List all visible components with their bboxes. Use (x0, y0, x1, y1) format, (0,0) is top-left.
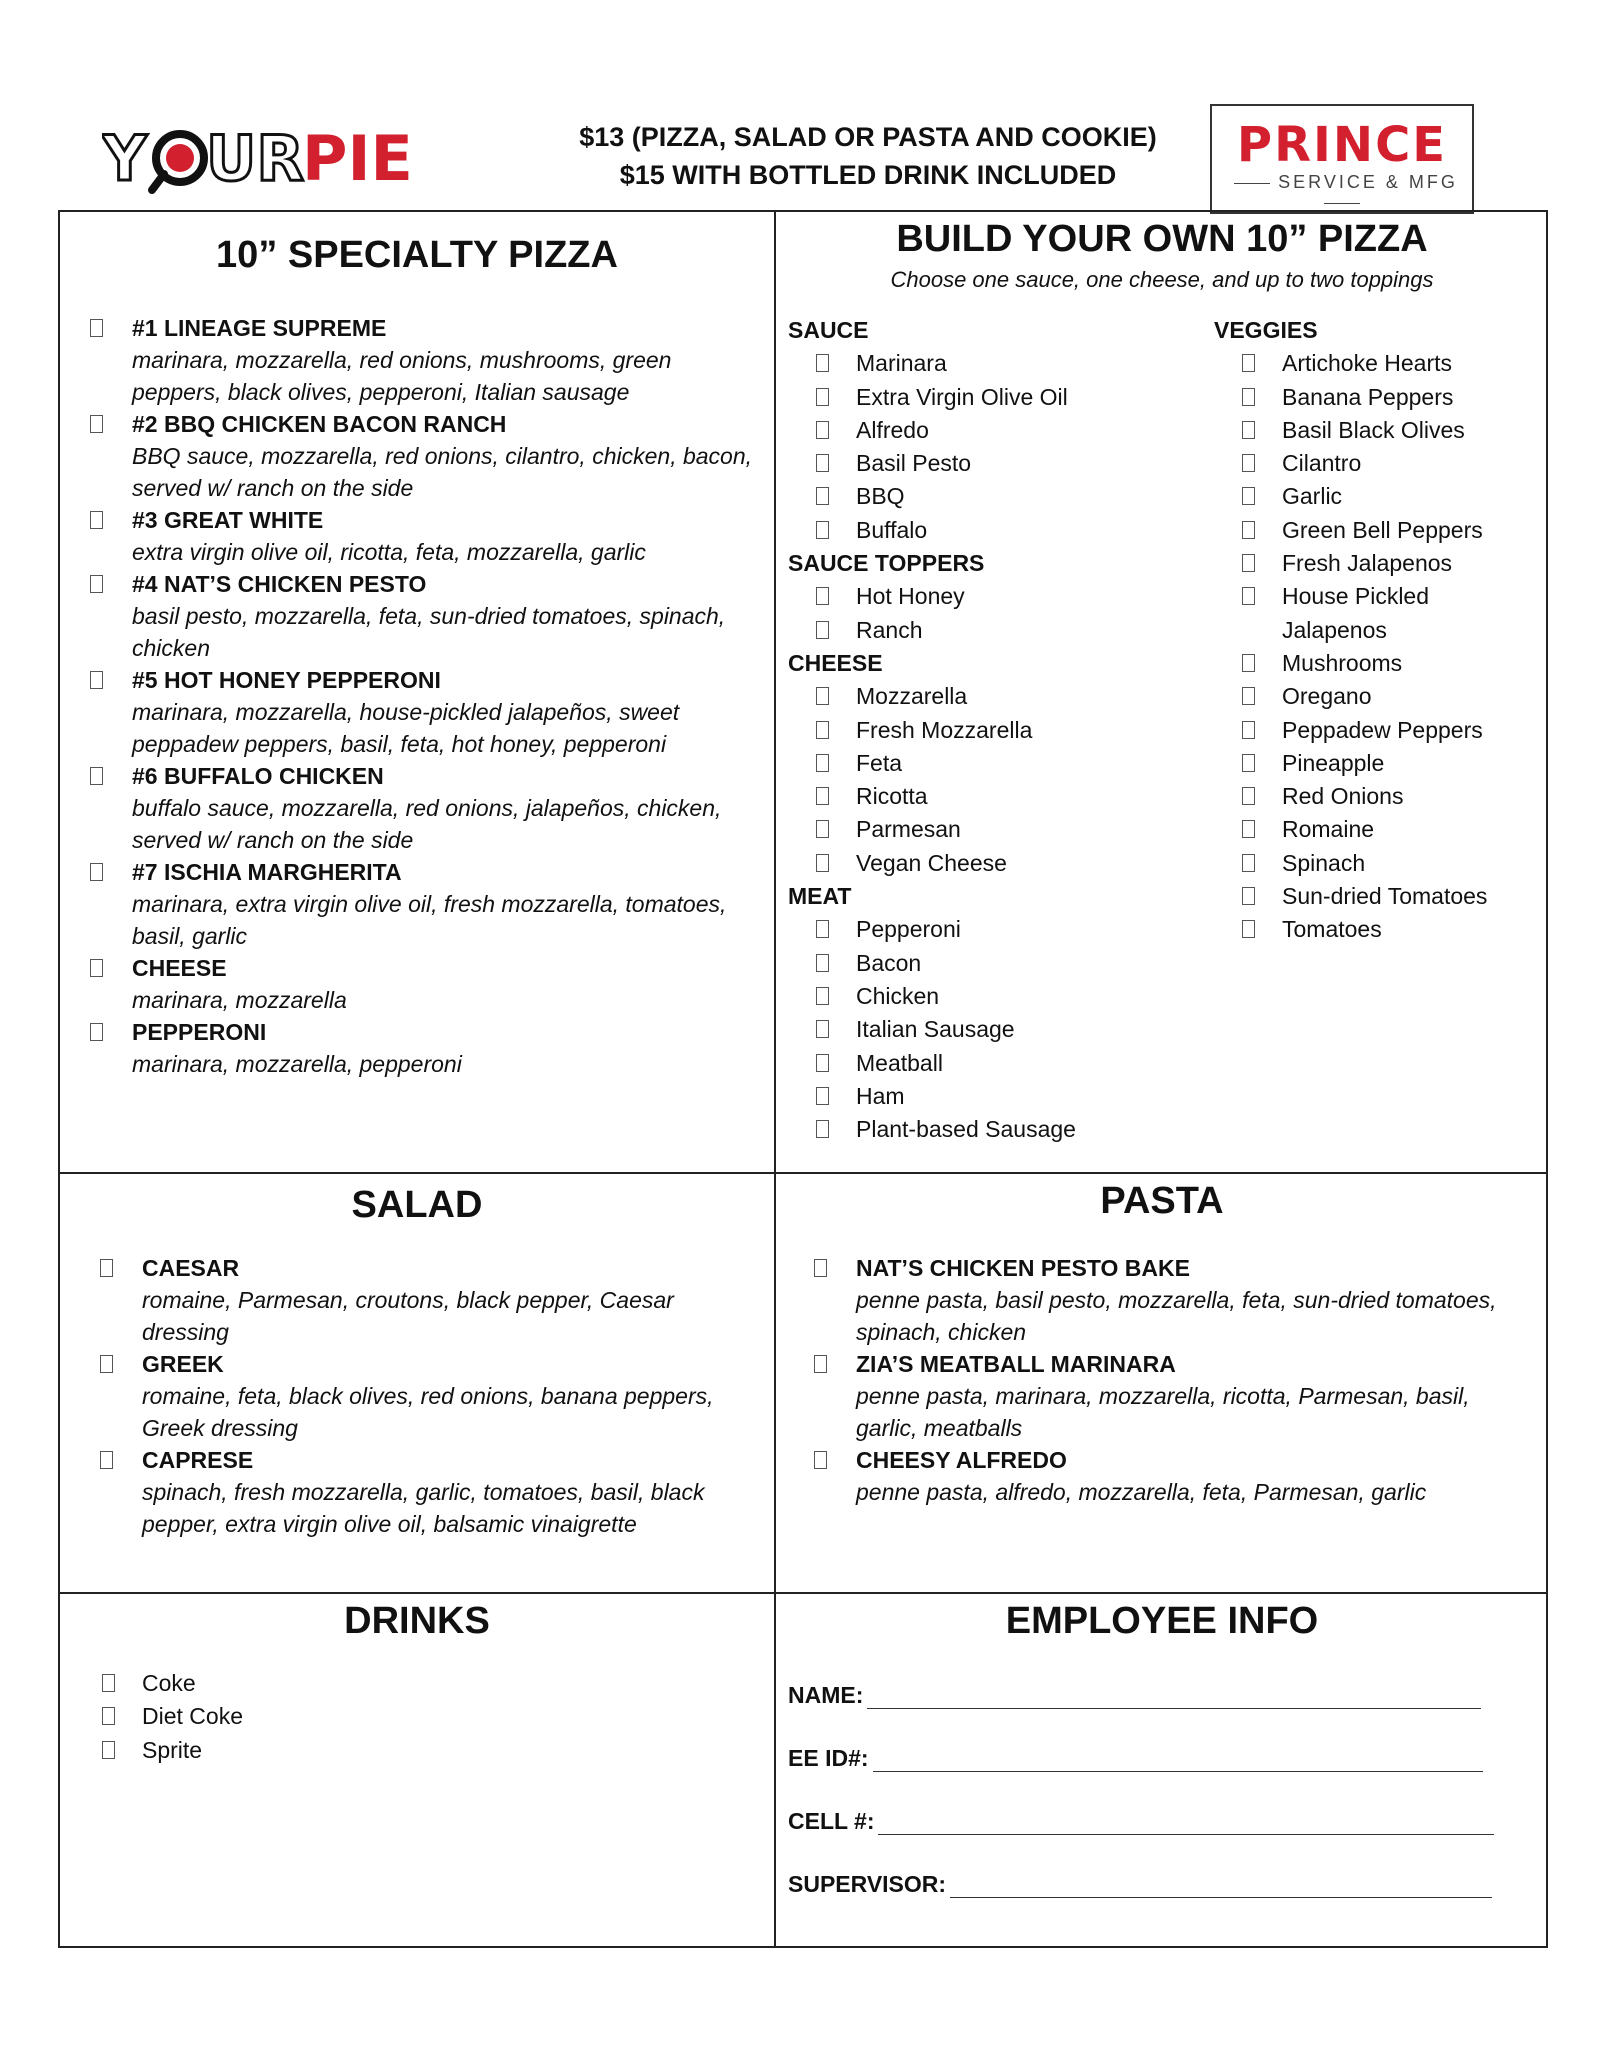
veggie-option-label: Sun-dried Tomatoes (1282, 883, 1488, 910)
salad-item[interactable] (142, 1444, 752, 1540)
sauce-topper-checkbox[interactable] (816, 621, 829, 639)
sauce-option-label: Extra Virgin Olive Oil (856, 383, 1068, 410)
specialty-pizza-title: 10” SPECIALTY PIZZA (216, 234, 618, 276)
prince-logo (1210, 104, 1474, 214)
meat-option-label: Pepperoni (856, 916, 961, 943)
name-label: NAME: (788, 1682, 864, 1708)
sauce-topper-option-label: Ranch (856, 616, 923, 643)
veggie-option-label: Basil Black Olives (1282, 416, 1465, 443)
veggie-checkbox[interactable] (1242, 754, 1255, 772)
sauce-option[interactable] (856, 447, 1076, 480)
veggie-option-label: Pineapple (1282, 749, 1385, 776)
veggie-option-label: Spinach (1282, 849, 1366, 876)
specialty-pizza-checkbox[interactable] (90, 319, 103, 337)
veggie-checkbox[interactable] (1242, 787, 1255, 805)
specialty-pizza-item-name: #3 GREAT WHITE (132, 507, 324, 533)
salad-checkbox[interactable] (100, 1451, 113, 1469)
grid-divider-vertical (774, 212, 776, 1946)
veggie-option-label: Romaine (1282, 816, 1375, 843)
name-input-line[interactable] (867, 1686, 1481, 1709)
byo-left-column (788, 314, 1076, 1146)
cheese-checkbox[interactable] (816, 721, 829, 739)
veggie-option[interactable] (1282, 381, 1487, 414)
veggie-checkbox[interactable] (1242, 654, 1255, 672)
prince-logo-text: PRINCE (1236, 117, 1448, 173)
cheese-option[interactable] (856, 813, 1076, 846)
veggie-option-label: Tomatoes (1282, 916, 1382, 943)
veggie-option-label: Peppadew Peppers (1282, 716, 1483, 743)
drink-checkbox[interactable] (102, 1707, 115, 1725)
veggies-heading: VEGGIES (1214, 317, 1318, 343)
supervisor-label: SUPERVISOR: (788, 1871, 947, 1897)
pasta-checkbox[interactable] (814, 1355, 827, 1373)
veggie-option[interactable] (1282, 747, 1487, 780)
specialty-pizza-item-desc: BBQ sauce, mozzarella, red onions, cilantro, chicken, bacon, served w/ ranch on the side (132, 443, 753, 501)
specialty-pizza-checkbox[interactable] (90, 959, 103, 977)
salad-item-desc: romaine, Parmesan, croutons, black pepper, Caesar dressing (142, 1287, 674, 1345)
pasta-item[interactable] (856, 1348, 1536, 1444)
specialty-pizza-item-desc: buffalo sauce, mozzarella, red onions, jalapeños, chicken, served w/ ranch on the side (132, 795, 722, 853)
veggie-option[interactable] (1282, 880, 1487, 913)
sauce-option[interactable] (856, 414, 1076, 447)
veggie-checkbox[interactable] (1242, 454, 1255, 472)
veggie-checkbox[interactable] (1242, 388, 1255, 406)
cheese-checkbox[interactable] (816, 787, 829, 805)
veggie-option-label: Red Onions (1282, 783, 1404, 810)
drink-option-label: Sprite (142, 1736, 203, 1763)
sauce-heading: SAUCE (788, 317, 869, 343)
meat-option[interactable] (856, 1013, 1076, 1046)
meat-option[interactable] (856, 1047, 1076, 1080)
veggie-option[interactable] (1282, 580, 1487, 613)
veggie-option[interactable] (1282, 447, 1487, 480)
pasta-checkbox[interactable] (814, 1451, 827, 1469)
veggie-option-label: House Pickled (1282, 583, 1430, 610)
sauce-option[interactable] (856, 514, 1076, 547)
specialty-pizza-item[interactable] (132, 568, 760, 664)
pasta-item-desc: penne pasta, marinara, mozzarella, ricotta, Parmesan, basil, garlic, meatballs (856, 1383, 1470, 1441)
meat-checkbox[interactable] (816, 1020, 829, 1038)
specialty-pizza-item[interactable] (132, 504, 760, 568)
salad-item[interactable] (142, 1252, 752, 1348)
pasta-item-name: ZIA’S MEATBALL MARINARA (856, 1351, 1176, 1377)
veggie-checkbox[interactable] (1242, 820, 1255, 838)
specialty-pizza-item-name: #5 HOT HONEY PEPPERONI (132, 667, 441, 693)
cheese-option-label: Vegan Cheese (856, 849, 1007, 876)
meat-option[interactable] (856, 913, 1076, 946)
specialty-pizza-item-desc: marinara, mozzarella (132, 987, 347, 1013)
salad-item-desc: spinach, fresh mozzarella, garlic, tomatoes, basil, black pepper, extra virgin olive oil, balsamic vinaigrette (142, 1479, 705, 1537)
svg-text:Y: Y (102, 122, 147, 195)
sauce-toppers-heading: SAUCE TOPPERS (788, 550, 985, 577)
meat-option-label: Chicken (856, 982, 940, 1009)
cheese-option[interactable] (856, 747, 1076, 780)
veggie-option-label: Oregano (1282, 683, 1372, 710)
veggie-checkbox[interactable] (1242, 721, 1255, 739)
specialty-pizza-item[interactable] (132, 760, 760, 856)
veggie-checkbox[interactable] (1242, 687, 1255, 705)
salad-title: SALAD (351, 1184, 483, 1226)
ee-id-label: EE ID#: (788, 1745, 869, 1771)
pasta-item-name: NAT’S CHICKEN PESTO BAKE (856, 1255, 1190, 1281)
pasta-item[interactable] (856, 1444, 1536, 1508)
salad-item-desc: romaine, feta, black olives, red onions, banana peppers, Greek dressing (142, 1383, 714, 1441)
sauce-checkbox[interactable] (816, 388, 829, 406)
cheese-heading: CHEESE (788, 649, 883, 676)
veggie-option[interactable] (1282, 480, 1487, 513)
pasta-item-desc: penne pasta, basil pesto, mozzarella, feta, sun-dried tomatoes, spinach, chicken (856, 1287, 1497, 1345)
cheese-checkbox[interactable] (816, 687, 829, 705)
cheese-option-label: Mozzarella (856, 683, 968, 710)
veggie-checkbox[interactable] (1242, 487, 1255, 505)
cheese-option[interactable] (856, 714, 1076, 747)
grid-divider-row-2 (60, 1592, 1546, 1594)
specialty-pizza-item-desc: marinara, mozzarella, house-pickled jalapeños, sweet peppadew peppers, basil, feta, hot honey, pepperoni (132, 699, 680, 757)
pasta-checkbox[interactable] (814, 1259, 827, 1277)
veggie-checkbox[interactable] (1242, 887, 1255, 905)
meat-option[interactable] (856, 947, 1076, 980)
veggie-option[interactable] (1282, 347, 1487, 380)
cheese-option-label: Ricotta (856, 783, 928, 810)
price-line-2: $15 WITH BOTTLED DRINK INCLUDED (619, 160, 1117, 190)
supervisor-field[interactable] (788, 1871, 1492, 1898)
header (58, 100, 1548, 200)
cell-field[interactable] (788, 1808, 1494, 1835)
cell-label: CELL #: (788, 1808, 875, 1834)
cheese-option-label: Parmesan (856, 816, 961, 843)
sauce-checkbox[interactable] (816, 354, 829, 372)
meat-option[interactable] (856, 1080, 1076, 1113)
order-form-grid (58, 210, 1548, 1948)
meat-checkbox[interactable] (816, 920, 829, 938)
sauce-option-label: Alfredo (856, 416, 929, 443)
specialty-pizza-item-desc: extra virgin olive oil, ricotta, feta, mozzarella, garlic (132, 539, 646, 565)
salad-checkbox[interactable] (100, 1355, 113, 1373)
veggie-option-label: Artichoke Hearts (1282, 350, 1453, 377)
sauce-checkbox[interactable] (816, 521, 829, 539)
veggie-option[interactable] (1282, 813, 1487, 846)
meat-option[interactable] (856, 980, 1076, 1013)
sauce-topper-option[interactable] (856, 614, 1076, 647)
sauce-option-label: Basil Pesto (856, 450, 972, 477)
meat-option-label: Plant-based Sausage (856, 1116, 1076, 1143)
cheese-checkbox[interactable] (816, 820, 829, 838)
specialty-pizza-checkbox[interactable] (90, 415, 103, 433)
sauce-option-label: Marinara (856, 350, 947, 377)
pasta-item-desc: penne pasta, alfredo, mozzarella, feta, Parmesan, garlic (856, 1479, 1427, 1505)
specialty-pizza-item-name: #6 BUFFALO CHICKEN (132, 763, 384, 789)
veggie-option-label: Fresh Jalapenos (1282, 550, 1453, 577)
specialty-pizza-item-name: PEPPERONI (132, 1019, 267, 1045)
salad-item[interactable] (142, 1348, 752, 1444)
ee-id-field[interactable] (788, 1745, 1483, 1772)
specialty-pizza-checkbox[interactable] (90, 767, 103, 785)
cheese-option[interactable] (856, 780, 1076, 813)
salad-item-name: GREEK (142, 1351, 224, 1377)
meat-checkbox[interactable] (816, 1120, 829, 1138)
veggie-checkbox[interactable] (1242, 854, 1255, 872)
drink-option[interactable] (142, 1667, 243, 1700)
ee-id-input-line[interactable] (873, 1749, 1483, 1772)
veggie-option[interactable] (1282, 680, 1487, 713)
drink-option[interactable] (142, 1734, 243, 1767)
veggie-option-label: Banana Peppers (1282, 383, 1454, 410)
sauce-checkbox[interactable] (816, 487, 829, 505)
grid-divider-row-1 (60, 1172, 1546, 1174)
meat-option-label: Ham (856, 1082, 905, 1109)
veggie-option[interactable] (1282, 714, 1487, 747)
prince-logo-subtext: SERVICE & MFG (1212, 172, 1472, 212)
meat-option[interactable] (856, 1113, 1076, 1146)
specialty-pizza-checkbox[interactable] (90, 1023, 103, 1041)
specialty-pizza-item-desc: marinara, mozzarella, pepperoni (132, 1051, 462, 1077)
drinks-list (142, 1667, 243, 1767)
veggie-option-label-wrap: Jalapenos (1282, 616, 1387, 643)
meat-option-label: Meatball (856, 1049, 943, 1076)
veggie-checkbox[interactable] (1242, 521, 1255, 539)
drink-option-label: Diet Coke (142, 1703, 243, 1730)
specialty-pizza-item-name: #2 BBQ CHICKEN BACON RANCH (132, 411, 507, 437)
cheese-checkbox[interactable] (816, 854, 829, 872)
specialty-pizza-item[interactable] (132, 408, 760, 504)
meat-heading: MEAT (788, 883, 852, 910)
salad-item-name: CAESAR (142, 1255, 240, 1281)
employee-info-title: EMPLOYEE INFO (1005, 1600, 1319, 1642)
veggie-option-label: Mushrooms (1282, 649, 1403, 676)
your-pie-logo (102, 118, 502, 198)
byo-veggies-column (1214, 314, 1488, 947)
specialty-pizza-item-desc: marinara, mozzarella, red onions, mushrooms, green peppers, black olives, pepperoni, Italian sausage (132, 347, 672, 405)
svg-text:PIE: PIE (302, 122, 413, 195)
byo-pizza-title: BUILD YOUR OWN 10” PIZZA (896, 218, 1428, 260)
specialty-pizza-item-desc: basil pesto, mozzarella, feta, sun-dried tomatoes, spinach, chicken (132, 603, 726, 661)
veggie-option[interactable] (1282, 414, 1487, 447)
svg-text:UR: UR (206, 122, 305, 195)
veggie-option[interactable] (1282, 547, 1487, 580)
veggie-checkbox[interactable] (1242, 554, 1255, 572)
specialty-pizza-item-desc: marinara, extra virgin olive oil, fresh mozzarella, tomatoes, basil, garlic (132, 891, 727, 949)
drinks-title: DRINKS (344, 1600, 490, 1642)
specialty-pizza-checkbox[interactable] (90, 671, 103, 689)
specialty-pizza-item[interactable] (132, 952, 760, 1016)
veggie-option[interactable] (1282, 647, 1487, 680)
veggie-option[interactable] (1282, 780, 1487, 813)
veggie-option[interactable] (1282, 514, 1487, 547)
specialty-pizza-item[interactable] (132, 1016, 760, 1080)
specialty-pizza-checkbox[interactable] (90, 863, 103, 881)
specialty-pizza-checkbox[interactable] (90, 575, 103, 593)
veggie-option[interactable] (1282, 913, 1487, 946)
sauce-topper-checkbox[interactable] (816, 587, 829, 605)
veggie-checkbox[interactable] (1242, 354, 1255, 372)
pasta-item[interactable] (856, 1252, 1536, 1348)
meat-option-label: Bacon (856, 949, 922, 976)
specialty-pizza-item-name: #7 ISCHIA MARGHERITA (132, 859, 402, 885)
veggie-option-label: Green Bell Peppers (1282, 516, 1483, 543)
meat-checkbox[interactable] (816, 1087, 829, 1105)
pasta-item-name: CHEESY ALFREDO (856, 1447, 1067, 1473)
drink-checkbox[interactable] (102, 1674, 115, 1692)
sauce-option[interactable] (856, 381, 1076, 414)
drink-option[interactable] (142, 1700, 243, 1733)
cheese-option-label: Fresh Mozzarella (856, 716, 1033, 743)
cheese-option-label: Feta (856, 749, 903, 776)
specialty-pizza-item-name: #1 LINEAGE SUPREME (132, 315, 387, 341)
supervisor-input-line[interactable] (950, 1875, 1492, 1898)
specialty-pizza-item-name: #4 NAT’S CHICKEN PESTO (132, 571, 427, 597)
sauce-option[interactable] (856, 480, 1076, 513)
specialty-pizza-item-name: CHEESE (132, 955, 227, 981)
sauce-checkbox[interactable] (816, 421, 829, 439)
byo-pizza-subtitle: Choose one sauce, one cheese, and up to two toppings (890, 267, 1434, 292)
specialty-pizza-item[interactable] (132, 856, 760, 952)
name-field[interactable] (788, 1682, 1481, 1709)
veggie-checkbox[interactable] (1242, 587, 1255, 605)
veggie-option-label: Cilantro (1282, 450, 1362, 477)
veggie-option[interactable] (1282, 847, 1487, 880)
cheese-option[interactable] (856, 680, 1076, 713)
salad-checkbox[interactable] (100, 1259, 113, 1277)
sauce-option[interactable] (856, 347, 1076, 380)
specialty-pizza-item[interactable] (132, 664, 760, 760)
price-line-1: $13 (PIZZA, SALAD OR PASTA AND COOKIE) (579, 122, 1157, 152)
salad-item-name: CAPRESE (142, 1447, 254, 1473)
sauce-checkbox[interactable] (816, 454, 829, 472)
specialty-pizza-checkbox[interactable] (90, 511, 103, 529)
drink-checkbox[interactable] (102, 1741, 115, 1759)
price-banner (498, 118, 1238, 194)
veggie-option-label: Garlic (1282, 483, 1343, 510)
sauce-topper-option-label: Hot Honey (856, 583, 965, 610)
meat-checkbox[interactable] (816, 987, 829, 1005)
drink-option-label: Coke (142, 1670, 196, 1696)
meat-option-label: Italian Sausage (856, 1016, 1015, 1043)
meat-checkbox[interactable] (816, 954, 829, 972)
specialty-pizza-item[interactable] (132, 312, 760, 408)
veggie-checkbox[interactable] (1242, 920, 1255, 938)
veggie-checkbox[interactable] (1242, 421, 1255, 439)
pasta-title: PASTA (1100, 1180, 1224, 1222)
cheese-option[interactable] (856, 847, 1076, 880)
meat-checkbox[interactable] (816, 1054, 829, 1072)
sauce-topper-option[interactable] (856, 580, 1076, 613)
cell-input-line[interactable] (878, 1812, 1494, 1835)
sauce-option-label: Buffalo (856, 516, 928, 543)
cheese-checkbox[interactable] (816, 754, 829, 772)
sauce-option-label: BBQ (856, 483, 905, 510)
